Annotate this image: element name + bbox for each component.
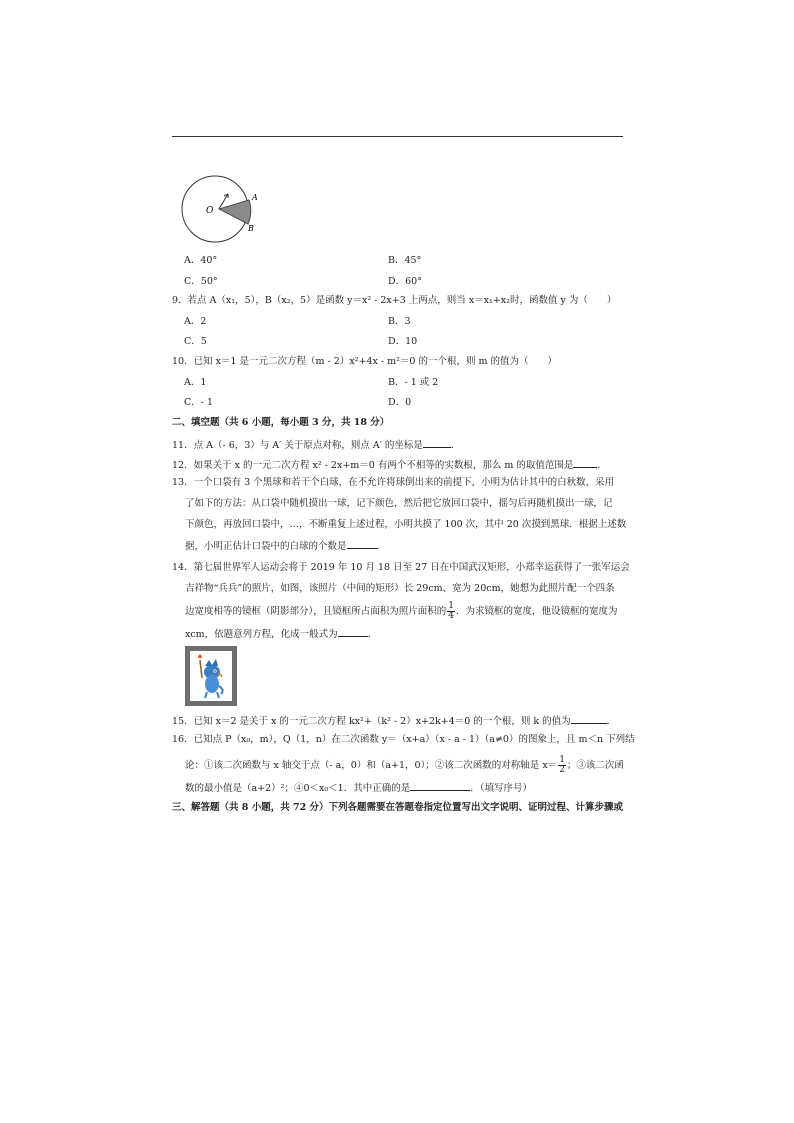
q13-line1: 13．一个口袋有 3 个黑球和若干个白球，在不允许将球倒出来的前提下，小明为估计其中的白秋数，采用 (172, 477, 615, 488)
q16-line2-text: 论：①该二次函数与 x 轴交于点（- a，0）和（a+1，0）；②该二次函数的对称轴是 x＝ (185, 760, 558, 771)
q14-text: xcm，依题意列方程，化成一般式为 (185, 629, 338, 640)
q9-option-c: C．5 (184, 336, 207, 347)
q10-option-a: A．1 (184, 377, 207, 388)
q13-line2: 了如下的方法：从口袋中随机摸出一球，记下颜色，然后把它放回口袋中，摇匀后再随机摸出一球，记 (185, 498, 613, 509)
q14-line3-tail: ．为求镜框的宽度，他设镜框的宽度为 (456, 606, 618, 617)
q13-end: ． (376, 541, 387, 552)
q16-end: ．（填写序号） (470, 783, 532, 794)
q11-text: 11．点 A（- 6，3）与 A′ 关于原点对称，则点 A′ 的坐标是 (172, 440, 423, 451)
q10-option-d: D．0 (388, 397, 412, 408)
q9-option-b: B．3 (388, 316, 411, 327)
q9-option-d: D．10 (388, 336, 418, 347)
q14-line3-text: 边宽度相等的镜框（阴影部分），且镜框所占面积为照片面积的 (185, 606, 447, 617)
q16-answer-blank[interactable] (410, 780, 470, 791)
q16-fraction-numerator: 1 (559, 755, 565, 765)
q8-option-d: D．60° (388, 276, 422, 287)
q11-end: ． (450, 440, 461, 451)
q15-end: ． (606, 716, 617, 727)
q13-line3: 下颜色，再放回口袋中，…，不断重复上述过程，小明共摸了 100 次，其中 20 次摸到黑球．根据上述数 (185, 519, 627, 530)
q9-stem: 9．若点 A（x₁，5），B（x₂，5）是函数 y＝x² - 2x+3 上两点，则当 x＝x₁+x₂时，函数值 y 为（ ） (172, 295, 617, 306)
q16-line1: 16．已知点 P（x₀，m），Q（1，n）在二次函数 y＝（x+a）（x - a - 1）（a≠0）的图象上，且 m＜n 下列结 (172, 734, 635, 745)
q10-option-c: C．- 1 (184, 397, 214, 408)
q16-line2 (185, 756, 624, 775)
circle-sector-figure (178, 172, 268, 252)
q10-stem: 10．已知 x＝1 是一元二次方程（m - 2）x²+4x - m²＝0 的一个根，则 m 的值为（ ） (172, 356, 558, 367)
q11-answer-blank[interactable] (423, 437, 451, 448)
label-A: A (252, 193, 258, 202)
label-O: O (206, 206, 214, 216)
q14-line2: 吉祥物“兵兵”的照片，如图，该照片（中间的矩形）长 29cm、宽为 20cm，她想为此照片配一个四条 (185, 583, 615, 594)
q15-text: 15．已知 x＝2 是关于 x 的一元二次方程 kx²+（k² - 2）x+2k+4＝0 的一个根，则 k 的值为 (172, 716, 571, 727)
q14-fraction-denominator: 4 (448, 611, 454, 621)
q14-line3 (185, 602, 618, 621)
q10-option-b: B．- 1 或 2 (388, 377, 439, 388)
q15-answer-blank[interactable] (571, 713, 607, 724)
section2-heading: 二、填空题（共 6 小题，每小题 3 分，共 18 分） (172, 417, 390, 428)
q12 (172, 457, 607, 473)
q8-option-c: C．50° (184, 276, 218, 287)
q11 (172, 437, 460, 453)
q14-fraction-numerator: 1 (448, 601, 454, 611)
q13-text: 据，小明正估计口袋中的白球的个数是 (185, 541, 347, 552)
q14-fraction (447, 602, 455, 621)
shaded-sector (219, 200, 251, 224)
q16-line3 (185, 780, 532, 796)
q14-line4 (185, 626, 377, 642)
q12-text: 12．如果关于 x 的一元二次方程 x² - 2x+m＝0 有两个不相等的实数根，那么 m 的取值范围是 (172, 460, 574, 471)
header-rule (172, 136, 623, 137)
q8-option-a: A．40° (184, 255, 218, 266)
q15 (172, 713, 616, 729)
q12-answer-blank[interactable] (573, 457, 597, 468)
q16-text: 数的最小值是（a+2）²；④0＜x₀＜1．其中正确的是 (185, 783, 411, 794)
q14-end: ． (367, 629, 378, 640)
label-B: B (248, 224, 254, 233)
q14-answer-blank[interactable] (338, 626, 368, 637)
q14-line1: 14．第七届世界军人运动会将于 2019 年 10 月 18 日至 27 日在中国武汉矩形，小郑幸运获得了一张军运会 (172, 562, 630, 573)
q13-answer-blank[interactable] (347, 538, 377, 549)
mascot-photo-frame (185, 646, 237, 706)
q12-end: ． (597, 460, 607, 471)
q16-line2-tail: ；③该二次函 (566, 760, 624, 771)
section3-heading: 三、解答题（共 8 小题，共 72 分）下列各题需要在答题卷指定位置写出文字说明、证明过程、计算步骤或 (172, 802, 624, 813)
q13-line4 (185, 538, 386, 554)
q8-option-b: B．45° (388, 255, 422, 266)
q16-fraction-denominator: 2 (559, 765, 565, 775)
q9-option-a: A．2 (184, 316, 207, 327)
q16-fraction (558, 756, 566, 775)
